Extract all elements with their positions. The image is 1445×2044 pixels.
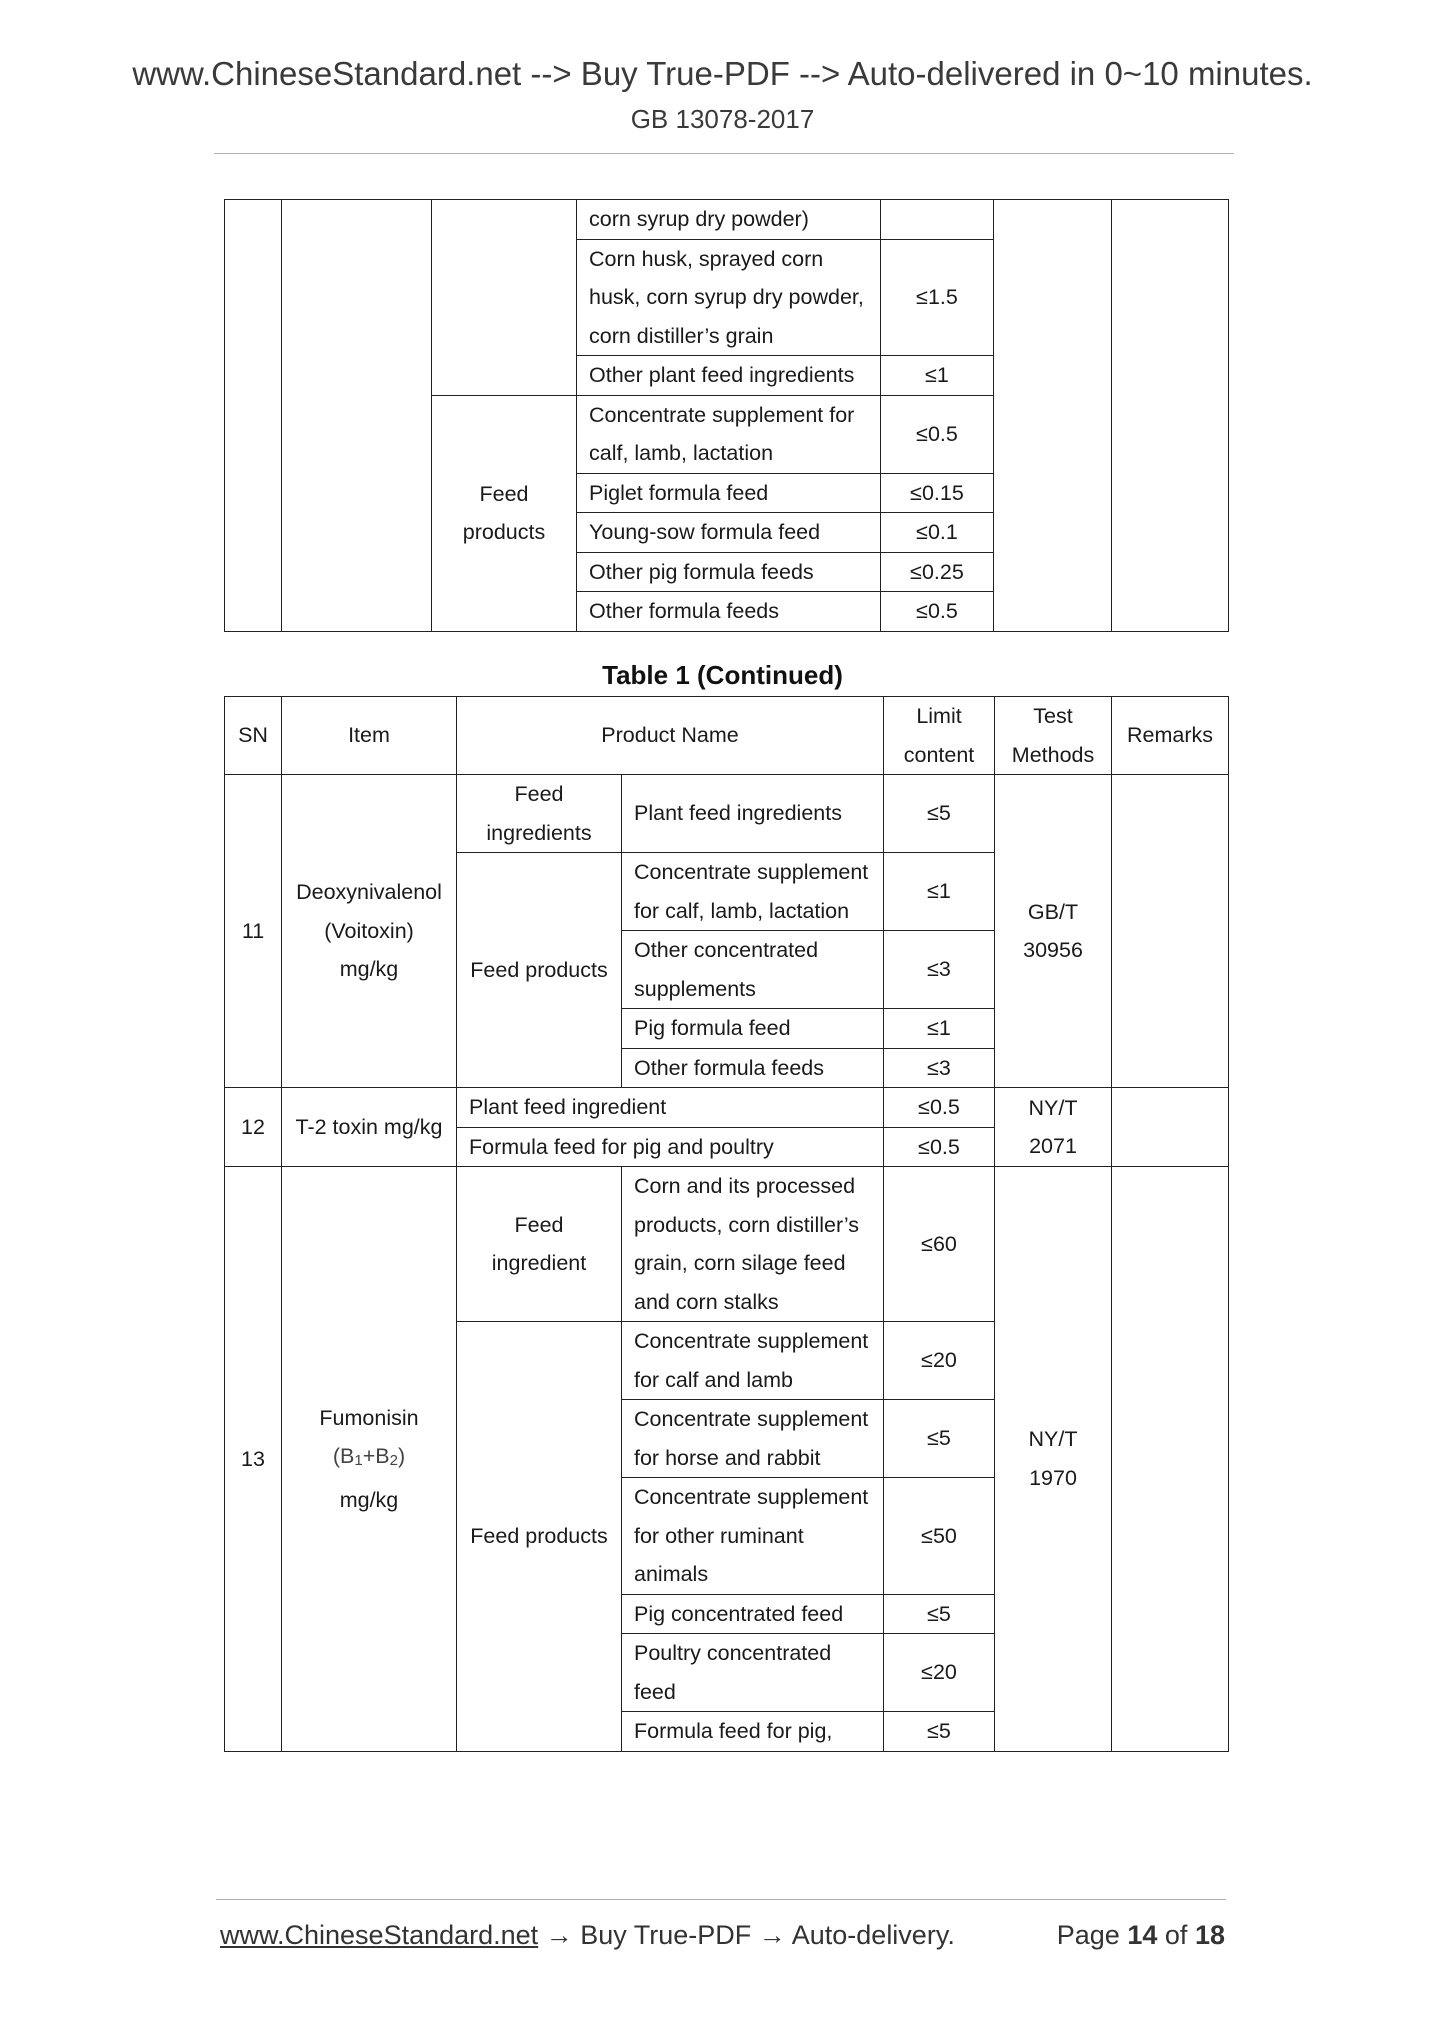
product-name: Corn husk, sprayed corn husk, corn syrup dry powder, corn distiller’s grain	[577, 239, 881, 356]
product-name: Poultry concentrated feed	[622, 1634, 884, 1712]
header-limit: Limit content	[884, 697, 995, 775]
item-unit: mg/kg	[339, 1487, 399, 1512]
table-main	[224, 696, 1229, 1752]
product-name: corn syrup dry powder)	[577, 200, 881, 240]
product-name: Formula feed for pig and poultry	[457, 1127, 884, 1167]
footer-text: → Buy True-PDF → Auto-delivery.	[538, 1920, 955, 1950]
product-name: Other plant feed ingredients	[577, 356, 881, 396]
category-label: Feed ingredients	[457, 775, 622, 853]
category-label: Feed ingredient	[457, 1167, 622, 1322]
item-name-text: Fumonisin	[319, 1405, 419, 1430]
limit-value: ≤1.5	[881, 239, 994, 356]
product-name: Concentrate supplement for calf and lamb	[622, 1322, 884, 1400]
remarks-cell-empty	[1112, 200, 1229, 632]
item-formula: (B1+B2)	[332, 1444, 406, 1469]
category-cell-empty	[432, 200, 577, 396]
header-banner[interactable]: www.ChineseStandard.net --> Buy True-PDF --> Auto-delivered in 0~10 minutes.	[132, 55, 1313, 92]
test-method: NY/T 1970	[995, 1167, 1112, 1752]
product-name: Formula feed for pig,	[622, 1712, 884, 1752]
limit-value: ≤3	[884, 931, 995, 1009]
document-code: GB 13078-2017	[630, 104, 815, 134]
sn-value: 11	[225, 775, 282, 1088]
product-name: Other formula feeds	[577, 592, 881, 632]
product-name: Pig concentrated feed	[622, 1594, 884, 1634]
limit-value: ≤5	[884, 1712, 995, 1752]
footer-divider	[216, 1899, 1226, 1900]
limit-value: ≤5	[884, 1594, 995, 1634]
table-row	[225, 1167, 1229, 1322]
header-sn: SN	[225, 697, 282, 775]
table-header-row	[225, 697, 1229, 775]
sn-value: 13	[225, 1167, 282, 1752]
method-cell-empty	[994, 200, 1112, 632]
limit-value: ≤60	[884, 1167, 995, 1322]
limit-cell-empty	[881, 200, 994, 240]
header-test-methods: Test Methods	[995, 697, 1112, 775]
test-method: NY/T 2071	[995, 1088, 1112, 1167]
limit-value: ≤1	[881, 356, 994, 396]
limit-value: ≤0.15	[881, 473, 994, 513]
product-name: Plant feed ingredient	[457, 1088, 884, 1128]
item-cell-empty	[282, 200, 432, 632]
limit-value: ≤1	[884, 1009, 995, 1049]
category-label: Feed products	[457, 1322, 622, 1752]
remarks-cell-empty	[1112, 1088, 1229, 1167]
limit-value: ≤0.1	[881, 513, 994, 553]
test-method: GB/T 30956	[995, 775, 1112, 1088]
item-name: Deoxynivalenol (Voitoxin) mg/kg	[282, 775, 457, 1088]
product-name: Concentrate supplement for calf, lamb, lactation	[622, 853, 884, 931]
header-item: Item	[282, 697, 457, 775]
limit-value: ≤0.5	[881, 592, 994, 632]
page-footer	[220, 1920, 1225, 1951]
product-name: Other pig formula feeds	[577, 552, 881, 592]
product-name: Young-sow formula feed	[577, 513, 881, 553]
limit-value: ≤50	[884, 1478, 995, 1595]
header-divider	[214, 153, 1234, 154]
table-caption: Table 1 (Continued)	[602, 660, 843, 690]
sn-value: 12	[225, 1088, 282, 1167]
limit-value: ≤0.5	[884, 1127, 995, 1167]
product-name: Other concentrated supplements	[622, 931, 884, 1009]
category-label: Feed products	[432, 395, 577, 631]
limit-value: ≤5	[884, 775, 995, 853]
table-row	[225, 775, 1229, 853]
limit-value: ≤1	[884, 853, 995, 931]
product-name: Other formula feeds	[622, 1048, 884, 1088]
product-name: Concentrate supplement for other ruminant animals	[622, 1478, 884, 1595]
product-name: Plant feed ingredients	[622, 775, 884, 853]
limit-value: ≤3	[884, 1048, 995, 1088]
sn-cell-empty	[225, 200, 282, 632]
footer-link[interactable]: www.ChineseStandard.net	[220, 1920, 539, 1950]
header-remarks: Remarks	[1112, 697, 1229, 775]
table-row	[225, 1088, 1229, 1128]
product-name: Corn and its processed products, corn distiller’s grain, corn silage feed and corn stalks	[622, 1167, 884, 1322]
remarks-cell-empty	[1112, 1167, 1229, 1752]
limit-value: ≤20	[884, 1634, 995, 1712]
product-name: Pig formula feed	[622, 1009, 884, 1049]
table-continuation	[224, 199, 1229, 632]
item-name: T-2 toxin mg/kg	[282, 1088, 457, 1167]
page-indicator: Page 14 of 18	[1056, 1920, 1225, 1950]
product-name: Concentrate supplement for horse and rabbit	[622, 1400, 884, 1478]
category-label: Feed products	[457, 853, 622, 1088]
item-name	[282, 1167, 457, 1752]
limit-value: ≤0.5	[884, 1088, 995, 1128]
limit-value: ≤0.25	[881, 552, 994, 592]
limit-value: ≤5	[884, 1400, 995, 1478]
remarks-cell-empty	[1112, 775, 1229, 1088]
header-product-name: Product Name	[457, 697, 884, 775]
product-name: Piglet formula feed	[577, 473, 881, 513]
limit-value: ≤0.5	[881, 395, 994, 473]
product-name: Concentrate supplement for calf, lamb, lactation	[577, 395, 881, 473]
limit-value: ≤20	[884, 1322, 995, 1400]
